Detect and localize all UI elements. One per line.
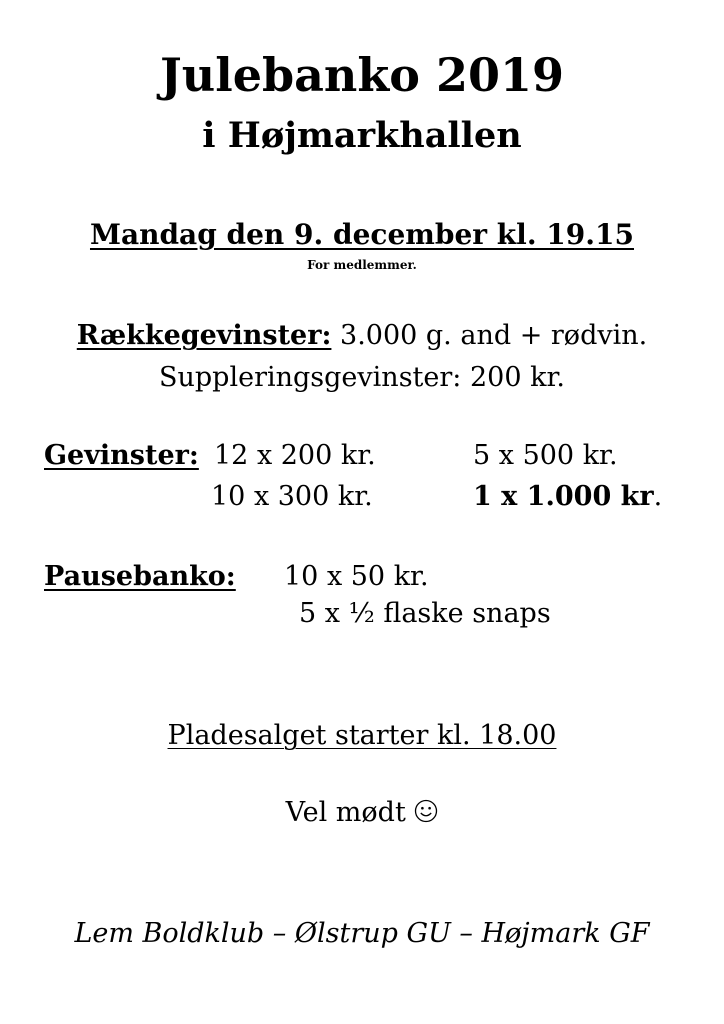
break-bingo-line1: 10 x 50 kr. (284, 561, 429, 592)
break-bingo-line2: 5 x ½ flaske snaps (299, 598, 551, 629)
prize-1x1000 (473, 481, 662, 512)
event-title: Julebanko 2019 (160, 48, 564, 102)
organizers: Lem Boldklub – Ølstrup GU – Højmark GF (74, 918, 650, 949)
supplement-prizes: Suppleringsgevinster: 200 kr. (159, 362, 565, 393)
sales-start: Pladesalget starter kl. 18.00 (167, 720, 557, 751)
prize-10x300: 10 x 300 kr. (211, 481, 373, 512)
event-date: Mandag den 9. december kl. 19.15 (89, 218, 634, 251)
event-subtitle: i Højmarkhallen (202, 115, 522, 156)
prize-5x500: 5 x 500 kr. (473, 440, 618, 471)
row-prizes-value: 3.000 g. and + rødvin. (340, 320, 648, 351)
break-bingo-label: Pausebanko: (44, 561, 236, 592)
smiley-icon (414, 799, 438, 823)
greeting-line (0, 797, 724, 828)
prize-1x1000-suffix: . (653, 481, 663, 512)
prizes-label: Gevinster: (44, 440, 199, 471)
prize-1x1000-text: 1 x 1.000 kr (473, 481, 654, 512)
greeting-text: Vel mødt (285, 797, 406, 828)
prize-12x200: 12 x 200 kr. (214, 440, 376, 471)
row-prizes-label: Rækkegevinster: (76, 320, 332, 351)
row-prizes-line (0, 320, 724, 351)
members-note: For medlemmer. (307, 258, 417, 272)
